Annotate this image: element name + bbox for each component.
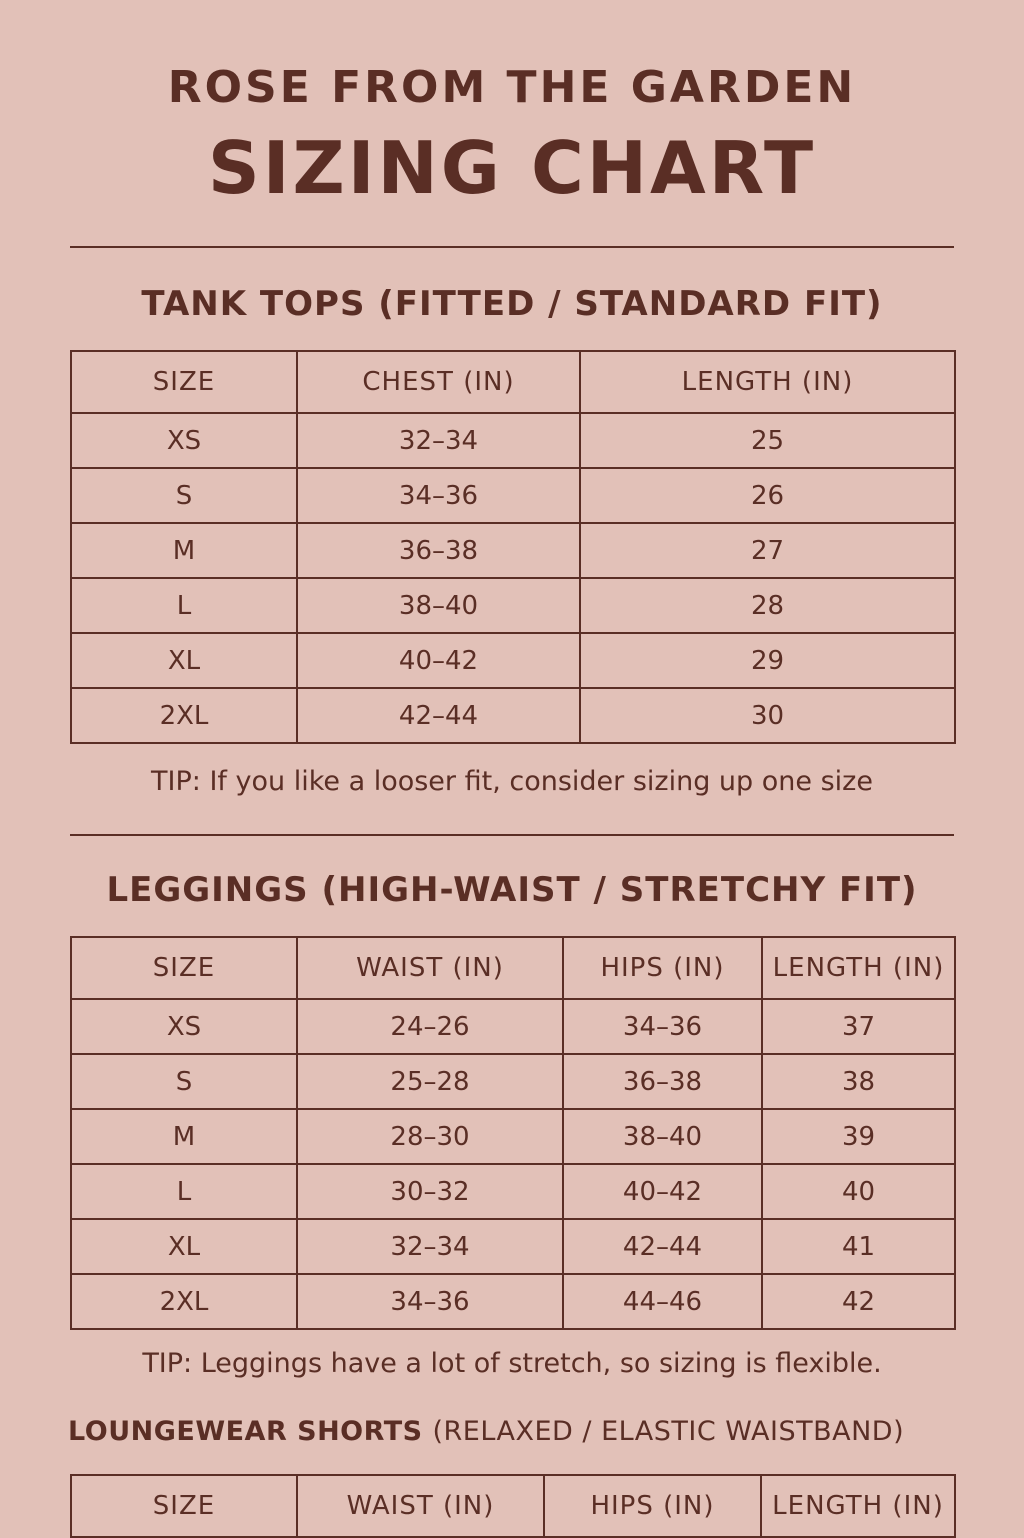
column-header-length: LENGTH (IN) [762,937,955,999]
table-cell: 36–38 [563,1054,762,1109]
shorts-heading-sub: (RELAXED / ELASTIC WAISTBAND) [432,1416,905,1447]
table-cell: 26 [580,468,955,523]
table-cell: 42 [762,1274,955,1329]
table-cell: 37 [762,999,955,1054]
table-header-row [71,351,955,413]
table-row [71,468,955,523]
table-row [71,1219,955,1274]
table-cell: 36–38 [297,523,580,578]
table-cell: 25 [580,413,955,468]
table-row [71,523,955,578]
table-cell: 34–36 [297,468,580,523]
table-cell: 40–42 [297,633,580,688]
column-header-size: SIZE [71,937,297,999]
table-cell: 25–28 [297,1054,563,1109]
table-cell: L [71,578,297,633]
shorts-table [70,1474,956,1538]
table-row [71,1109,955,1164]
column-header-size: SIZE [71,351,297,413]
divider [70,246,954,248]
table-cell: 2XL [71,688,297,743]
table-cell: 2XL [71,1274,297,1329]
table-row [71,413,955,468]
brand-name: ROSE FROM THE GARDEN [167,62,857,113]
table-cell: 38–40 [297,578,580,633]
table-cell: 42–44 [297,688,580,743]
table-cell: XS [71,999,297,1054]
shorts-heading [68,1416,958,1447]
table-cell: 30 [580,688,955,743]
table-cell: 29 [580,633,955,688]
table-cell: 24–26 [297,999,563,1054]
table-cell: M [71,523,297,578]
table-cell: 38 [762,1054,955,1109]
tank-tops-table [70,350,956,744]
table-cell: 34–36 [563,999,762,1054]
table-cell: 30–32 [297,1164,563,1219]
table-row [71,688,955,743]
table-cell: 32–34 [297,1219,563,1274]
table-cell: 32–34 [297,413,580,468]
column-header-length: LENGTH (IN) [761,1475,955,1537]
table-row [71,1164,955,1219]
table-cell: L [71,1164,297,1219]
table-header-row [71,1475,955,1537]
table-cell: 27 [580,523,955,578]
table-cell: 28 [580,578,955,633]
column-header-chest: CHEST (IN) [297,351,580,413]
column-header-waist: WAIST (IN) [297,1475,544,1537]
table-cell: 38–40 [563,1109,762,1164]
divider [70,834,954,836]
table-cell: M [71,1109,297,1164]
table-cell: 39 [762,1109,955,1164]
column-header-length: LENGTH (IN) [580,351,955,413]
leggings-tip: TIP: Leggings have a lot of stretch, so sizing is flexible. [142,1348,882,1379]
table-cell: XL [71,633,297,688]
table-cell: 41 [762,1219,955,1274]
table-row [71,999,955,1054]
shorts-heading-main: LOUNGEWEAR SHORTS [68,1416,423,1447]
leggings-heading: LEGGINGS (HIGH-WAIST / STRETCHY FIT) [106,870,918,910]
table-cell: XS [71,413,297,468]
table-cell: 28–30 [297,1109,563,1164]
tank-tops-tip: TIP: If you like a looser fit, consider sizing up one size [151,766,873,797]
page-title: SIZING CHART [207,126,817,210]
tank-tops-heading: TANK TOPS (FITTED / STANDARD FIT) [141,284,883,324]
table-cell: 44–46 [563,1274,762,1329]
leggings-table [70,936,956,1330]
table-cell: S [71,468,297,523]
column-header-hips: HIPS (IN) [544,1475,761,1537]
column-header-hips: HIPS (IN) [563,937,762,999]
table-row [71,1054,955,1109]
table-row [71,1274,955,1329]
column-header-waist: WAIST (IN) [297,937,563,999]
table-row [71,633,955,688]
table-cell: XL [71,1219,297,1274]
table-cell: 40 [762,1164,955,1219]
table-cell: 40–42 [563,1164,762,1219]
table-cell: S [71,1054,297,1109]
table-header-row [71,937,955,999]
table-cell: 42–44 [563,1219,762,1274]
column-header-size: SIZE [71,1475,297,1537]
table-cell: 34–36 [297,1274,563,1329]
table-row [71,578,955,633]
